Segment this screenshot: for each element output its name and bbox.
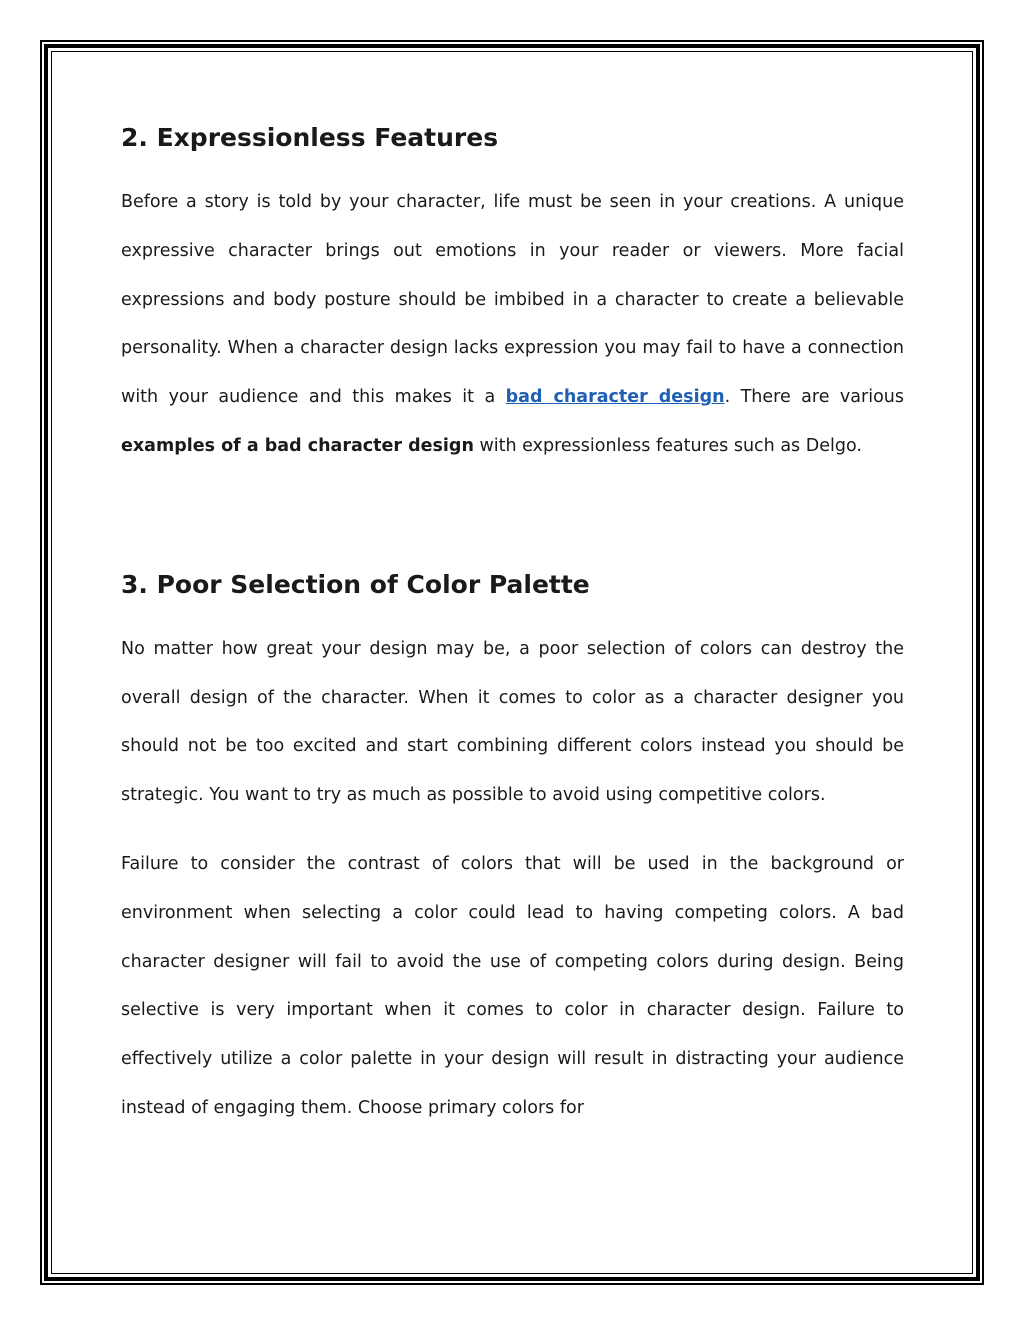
section-3-heading: 3. Poor Selection of Color Palette [121, 569, 590, 599]
section-3-paragraph-2: Failure to consider the contrast of colors that will be used in the background or environment when selecting a color could lead to having competing colors. A bad character designer will fail to avoid the use of competing colors during design. Being selective is very important when it comes to color in character design. Failure to effectively utilize a color palette in your design will result in distracting your audience instead of engaging them. Choose primary colors for [121, 853, 904, 1118]
section-3-paragraph-1: No matter how great your design may be, a poor selection of colors can destroy the overall design of the character. When it comes to color as a character designer you should not be too excited and start combining different colors instead you should be strategic. You want to try as much as possible to avoid using competitive colors. [121, 638, 904, 806]
bad-character-design-link[interactable]: bad character design [505, 387, 725, 408]
document-body [121, 120, 904, 1133]
section-2-bold-phrase: examples of a bad character design [121, 435, 474, 456]
section-2-paragraph [121, 178, 904, 471]
section-2-text-3: with expressionless features such as Delgo. [473, 435, 862, 456]
section-spacer [121, 471, 904, 567]
section-2-heading: 2. Expressionless Features [121, 123, 499, 152]
section-2-text-2: . There are various [724, 387, 904, 408]
paragraph-spacer [121, 820, 904, 840]
section-2-text-1: Before a story is told by your character, life must be seen in your creations. A unique expressive character brings out emotions in your reader or viewers. More facial expressions and body posture should be imbibed in a character to create a believable personality. When a character design lacks expression you may fail to have a connection with your audience and this makes it a [121, 192, 904, 408]
